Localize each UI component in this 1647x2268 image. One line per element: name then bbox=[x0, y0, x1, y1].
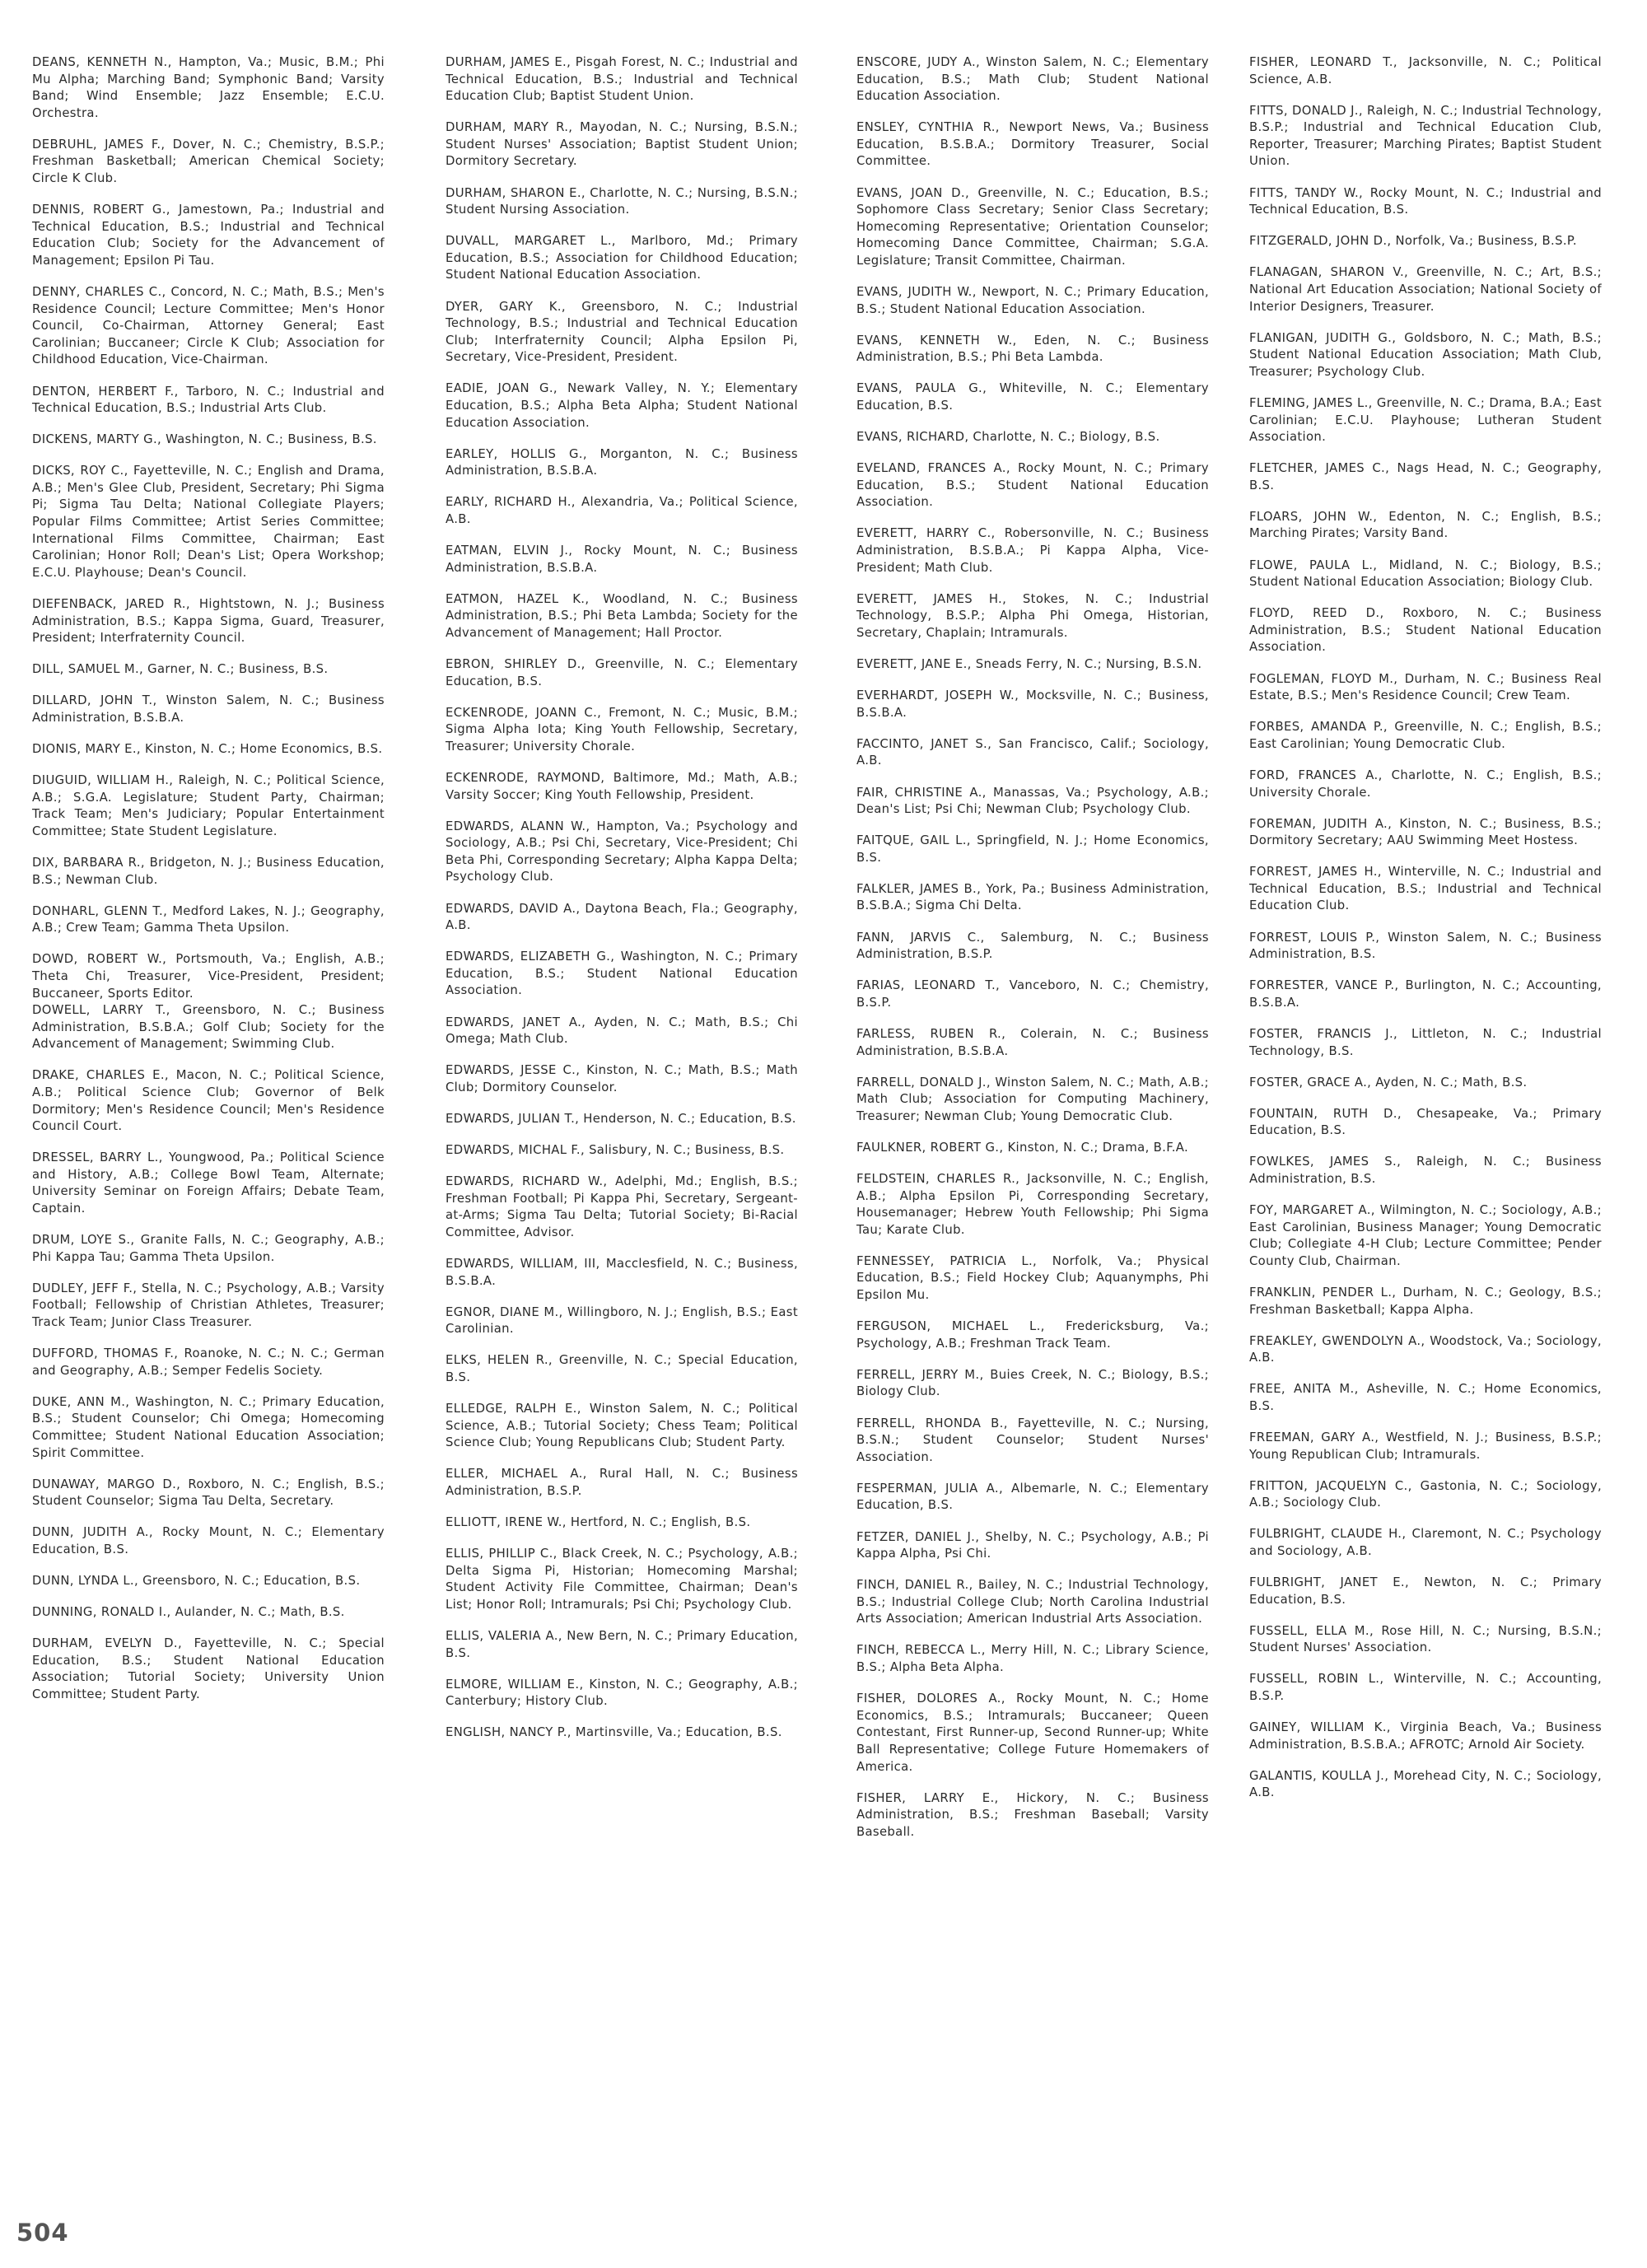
entry: DIUGUID, WILLIAM H., Raleigh, N. C.; Political Science, A.B.; S.G.A. Legislature; Student Party, Chairman; Track Team; Men's Judiciary; Popular Entertainment Committee; State Student Legislature. bbox=[32, 773, 385, 838]
entry: EDWARDS, JULIAN T., Henderson, N. C.; Education, B.S. bbox=[446, 1111, 796, 1126]
entry: EDWARDS, ALANN W., Hampton, Va.; Psychology and Sociology, A.B.; Psi Chi, Secretary, Vice-President; Chi Beta Phi, Corresponding Secretary; Alpha Kappa Delta; Psychology Club. bbox=[446, 819, 798, 884]
entry: EADIE, JOAN G., Newark Valley, N. Y.; Elementary Education, B.S.; Alpha Beta Alpha; Student National Education Association. bbox=[446, 381, 798, 430]
entry: FOY, MARGARET A., Wilmington, N. C.; Sociology, A.B.; East Carolinian, Business Manager; Young Democratic Club; Collegiate 4-H Club; Lecture Committee; Pender County Club, Chairman. bbox=[1249, 1203, 1602, 1268]
entry: FERRELL, JERRY M., Buies Creek, N. C.; Biology, B.S.; Biology Club. bbox=[856, 1367, 1209, 1399]
entry: GAINEY, WILLIAM K., Virginia Beach, Va.; Business Administration, B.S.B.A.; AFROTC; Arnold Air Society. bbox=[1249, 1720, 1602, 1752]
entry: FLEMING, JAMES L., Greenville, N. C.; Drama, B.A.; East Carolinian; E.C.U. Playhouse; Lutheran Student Association. bbox=[1249, 395, 1602, 445]
entry: FORREST, LOUIS P., Winston Salem, N. C.; Business Administration, B.S. bbox=[1249, 930, 1602, 962]
entry: EVERETT, HARRY C., Robersonville, N. C.; Business Administration, B.S.B.A.; Pi Kappa Alpha, Vice-President; Math Club. bbox=[856, 526, 1209, 575]
entry: DYER, GARY K., Greensboro, N. C.; Industrial Technology, B.S.; Industrial and Technical Education Club; Interfraternity Council; Alpha Epsilon Pi, Secretary, Vice-President, President. bbox=[446, 299, 798, 365]
entry: DUNN, LYNDA L., Greensboro, N. C.; Education, B.S. bbox=[32, 1574, 361, 1589]
entry: FUSSELL, ELLA M., Rose Hill, N. C.; Nursing, B.S.N.; Student Nurses' Association. bbox=[1249, 1623, 1602, 1655]
entry: FLETCHER, JAMES C., Nags Head, N. C.; Geography, B.S. bbox=[1249, 461, 1602, 492]
entry: FACCINTO, JANET S., San Francisco, Calif.; Sociology, A.B. bbox=[856, 736, 1209, 768]
entry: ELKS, HELEN R., Greenville, N. C.; Special Education, B.S. bbox=[446, 1353, 798, 1384]
entry: EDWARDS, MICHAL F., Salisbury, N. C.; Business, B.S. bbox=[446, 1143, 785, 1157]
entry: FOREMAN, JUDITH A., Kinston, N. C.; Business, B.S.; Dormitory Secretary; AAU Swimming Meet Hostess. bbox=[1249, 816, 1602, 848]
entry: FARIAS, LEONARD T., Vanceboro, N. C.; Chemistry, B.S.P. bbox=[856, 978, 1209, 1010]
entry: FAITQUE, GAIL L., Springfield, N. J.; Home Economics, B.S. bbox=[856, 833, 1209, 865]
entry: ENSCORE, JUDY A., Winston Salem, N. C.; Elementary Education, B.S.; Math Club; Student National Education Association. bbox=[856, 55, 1209, 104]
entry: FOUNTAIN, RUTH D., Chesapeake, Va.; Primary Education, B.S. bbox=[1249, 1106, 1602, 1138]
entry: DONHARL, GLENN T., Medford Lakes, N. J.; Geography, A.B.; Crew Team; Gamma Theta Upsilon. bbox=[32, 903, 385, 936]
entry: ENSLEY, CYNTHIA R., Newport News, Va.; Business Education, B.S.B.A.; Dormitory Treasurer, Social Committee. bbox=[856, 120, 1209, 169]
entry: DILLARD, JOHN T., Winston Salem, N. C.; Business Administration, B.S.B.A. bbox=[32, 693, 385, 725]
entry: EVANS, PAULA G., Whiteville, N. C.; Elementary Education, B.S. bbox=[856, 381, 1209, 413]
entry: FLOARS, JOHN W., Edenton, N. C.; English, B.S.; Marching Pirates; Varsity Band. bbox=[1249, 509, 1602, 541]
entry: DENNIS, ROBERT G., Jamestown, Pa.; Industrial and Technical Education, B.S.; Industrial and Technical Education Club; Society for the Advancement of Management; Epsilon Pi Tau. bbox=[32, 203, 385, 268]
column-1 bbox=[32, 54, 385, 1718]
entry: ENGLISH, NANCY P., Martinsville, Va.; Education, B.S. bbox=[446, 1725, 782, 1740]
entry: FISHER, DOLORES A., Rocky Mount, N. C.; Home Economics, B.S.; Intramurals; Buccaneer; Queen Contestant, First Runner-up, Second Runner-up; White Ball Representative; College Future Homemakers of America. bbox=[856, 1692, 1209, 1774]
entry: EVANS, KENNETH W., Eden, N. C.; Business Administration, B.S.; Phi Beta Lambda. bbox=[856, 333, 1209, 365]
entry: FISHER, LARRY E., Hickory, N. C.; Business Administration, B.S.; Freshman Baseball; Varsity Baseball. bbox=[856, 1790, 1209, 1839]
entry: EVERETT, JANE E., Sneads Ferry, N. C.; Nursing, B.S.N. bbox=[856, 657, 1202, 672]
entry: FELDSTEIN, CHARLES R., Jacksonville, N. C.; English, A.B.; Alpha Epsilon Pi, Corresponding Secretary, Housemanager; Hebrew Youth Fellowship; Phi Sigma Tau; Karate Club. bbox=[856, 1172, 1209, 1237]
entry: FULBRIGHT, JANET E., Newton, N. C.; Primary Education, B.S. bbox=[1249, 1575, 1602, 1607]
entry: ECKENRODE, RAYMOND, Baltimore, Md.; Math, A.B.; Varsity Soccer; King Youth Fellowship, President. bbox=[446, 771, 798, 802]
entry: DOWD, ROBERT W., Portsmouth, Va.; English, A.B.; Theta Chi, Treasurer, Vice-President, President; Buccaneer, Sports Editor. bbox=[32, 952, 385, 1001]
entry: EBRON, SHIRLEY D., Greenville, N. C.; Elementary Education, B.S. bbox=[446, 657, 798, 688]
entry: DUKE, ANN M., Washington, N. C.; Primary Education, B.S.; Student Counselor; Chi Omega; Homecoming Committee; Student National Education Association; Spirit Committee. bbox=[32, 1394, 385, 1460]
column-4 bbox=[1249, 54, 1602, 1817]
entry: FITZGERALD, JOHN D., Norfolk, Va.; Business, B.S.P. bbox=[1249, 234, 1577, 249]
entry: FISHER, LEONARD T., Jacksonville, N. C.; Political Science, A.B. bbox=[1249, 55, 1602, 86]
entry: FORD, FRANCES A., Charlotte, N. C.; English, B.S.; University Chorale. bbox=[1249, 768, 1602, 800]
entry: DRESSEL, BARRY L., Youngwood, Pa.; Political Science and History, A.B.; College Bowl Team, Alternate; University Seminar on Foreign Affairs; Debate Team, Captain. bbox=[32, 1150, 385, 1216]
entry: DUNNING, RONALD I., Aulander, N. C.; Math, B.S. bbox=[32, 1605, 345, 1620]
entry: EDWARDS, DAVID A., Daytona Beach, Fla.; Geography, A.B. bbox=[446, 901, 798, 933]
entry: FARLESS, RUBEN R., Colerain, N. C.; Business Administration, B.S.B.A. bbox=[856, 1026, 1209, 1058]
page-number: 504 bbox=[16, 2219, 69, 2247]
entry: FITTS, TANDY W., Rocky Mount, N. C.; Industrial and Technical Education, B.S. bbox=[1249, 185, 1602, 217]
entry: DRAKE, CHARLES E., Macon, N. C.; Political Science, A.B.; Political Science Club; Governor of Belk Dormitory; Men's Residence Council; Men's Residence Council Court. bbox=[32, 1068, 385, 1134]
entry: DEBRUHL, JAMES F., Dover, N. C.; Chemistry, B.S.P.; Freshman Basketball; American Chemical Society; Circle K Club. bbox=[32, 137, 385, 186]
entry: ELLEDGE, RALPH E., Winston Salem, N. C.; Political Science, A.B.; Tutorial Society; Chess Team; Political Science Club; Young Republicans Club; Student Party. bbox=[446, 1402, 798, 1450]
entry: FREE, ANITA M., Asheville, N. C.; Home Economics, B.S. bbox=[1249, 1382, 1602, 1413]
entry: FINCH, REBECCA L., Merry Hill, N. C.; Library Science, B.S.; Alpha Beta Alpha. bbox=[856, 1643, 1209, 1675]
entry: DILL, SAMUEL M., Garner, N. C.; Business, B.S. bbox=[32, 662, 329, 677]
entry: DURHAM, MARY R., Mayodan, N. C.; Nursing, B.S.N.; Student Nurses' Association; Baptist Student Union; Dormitory Secretary. bbox=[446, 120, 798, 169]
entry: FOSTER, FRANCIS J., Littleton, N. C.; Industrial Technology, B.S. bbox=[1249, 1026, 1602, 1058]
entry: FORREST, JAMES H., Winterville, N. C.; Industrial and Technical Education, B.S.; Industrial and Technical Education Club. bbox=[1249, 865, 1602, 913]
entry: DOWELL, LARRY T., Greensboro, N. C.; Business Administration, B.S.B.A.; Golf Club; Society for the Advancement of Management; Swimming Club. bbox=[32, 1003, 385, 1052]
entry: FETZER, DANIEL J., Shelby, N. C.; Psychology, A.B.; Pi Kappa Alpha, Psi Chi. bbox=[856, 1529, 1209, 1561]
entry: FINCH, DANIEL R., Bailey, N. C.; Industrial Technology, B.S.; Industrial College Club; North Carolina Industrial Arts Association; American Industrial Arts Association. bbox=[856, 1578, 1209, 1626]
entry: DURHAM, EVELYN D., Fayetteville, N. C.; Special Education, B.S.; Student National Education Association; Tutorial Society; University Union Committee; Student Party. bbox=[32, 1636, 385, 1702]
entry: ELLIS, PHILLIP C., Black Creek, N. C.; Psychology, A.B.; Delta Sigma Pi, Historian; Homecoming Marshal; Student Activity File Committee, Chairman; Dean's List; Honor Roll; Intramurals; Psi Chi; Psychology Club. bbox=[446, 1547, 798, 1612]
entry: FALKLER, JAMES B., York, Pa.; Business Administration, B.S.B.A.; Sigma Chi Delta. bbox=[856, 881, 1209, 913]
entry: DUFFORD, THOMAS F., Roanoke, N. C.; N. C.; German and Geography, A.B.; Semper Fedelis Society. bbox=[32, 1346, 385, 1378]
entry: FLANIGAN, JUDITH G., Goldsboro, N. C.; Math, B.S.; Student National Education Association; Math Club, Treasurer; Psychology Club. bbox=[1249, 330, 1602, 379]
entry: EVANS, JUDITH W., Newport, N. C.; Primary Education, B.S.; Student National Education Association. bbox=[856, 285, 1209, 316]
entry: EVERHARDT, JOSEPH W., Mocksville, N. C.; Business, B.S.B.A. bbox=[856, 688, 1209, 720]
entry: EVERETT, JAMES H., Stokes, N. C.; Industrial Technology, B.S.P.; Alpha Phi Omega, Historian, Secretary, Chaplain; Intramurals. bbox=[856, 591, 1209, 640]
entry: EVANS, JOAN D., Greenville, N. C.; Education, B.S.; Sophomore Class Secretary; Senior Class Secretary; Homecoming Representative; Orientation Counselor; Homecoming Dance Committee, Chairman; S.G.A. Legislature; Transit Committee, Chairman. bbox=[856, 185, 1209, 268]
entry: FLOWE, PAULA L., Midland, N. C.; Biology, B.S.; Student National Education Association; Biology Club. bbox=[1249, 558, 1602, 590]
entry: DUNN, JUDITH A., Rocky Mount, N. C.; Elementary Education, B.S. bbox=[32, 1525, 385, 1556]
entry: DENTON, HERBERT F., Tarboro, N. C.; Industrial and Technical Education, B.S.; Industrial Arts Club. bbox=[32, 384, 385, 416]
entry: GALANTIS, KOULLA J., Morehead City, N. C.; Sociology, A.B. bbox=[1249, 1768, 1602, 1800]
entry: ELLER, MICHAEL A., Rural Hall, N. C.; Business Administration, B.S.P. bbox=[446, 1467, 798, 1498]
entry: DUNAWAY, MARGO D., Roxboro, N. C.; English, B.S.; Student Counselor; Sigma Tau Delta, Secretary. bbox=[32, 1477, 385, 1509]
entry: FAULKNER, ROBERT G., Kinston, N. C.; Drama, B.F.A. bbox=[856, 1140, 1189, 1155]
entry: EATMAN, ELVIN J., Rocky Mount, N. C.; Business Administration, B.S.B.A. bbox=[446, 544, 798, 575]
entry: EDWARDS, ELIZABETH G., Washington, N. C.; Primary Education, B.S.; Student National Education Association. bbox=[446, 950, 798, 998]
entry: FLOYD, REED D., Roxboro, N. C.; Business Administration, B.S.; Student National Education Association. bbox=[1249, 606, 1602, 655]
entry: EGNOR, DIANE M., Willingboro, N. J.; English, B.S.; East Carolinian. bbox=[446, 1304, 798, 1337]
entry: FERRELL, RHONDA B., Fayetteville, N. C.; Nursing, B.S.N.; Student Counselor; Student Nurses' Association. bbox=[856, 1416, 1209, 1464]
entry: FESPERMAN, JULIA A., Albemarle, N. C.; Elementary Education, B.S. bbox=[856, 1481, 1209, 1513]
entry: FRANKLIN, PENDER L., Durham, N. C.; Geology, B.S.; Freshman Basketball; Kappa Alpha. bbox=[1249, 1285, 1602, 1317]
entry: EATMON, HAZEL K., Woodland, N. C.; Business Administration, B.S.; Phi Beta Lambda; Society for the Advancement of Management; Hall Proctor. bbox=[446, 591, 798, 640]
entry: EDWARDS, RICHARD W., Adelphi, Md.; English, B.S.; Freshman Football; Pi Kappa Phi, Secretary, Sergeant-at-Arms; Sigma Tau Delta; Tutorial Society; Bi-Racial Committee, Advisor. bbox=[446, 1174, 798, 1239]
entry: DUVALL, MARGARET L., Marlboro, Md.; Primary Education, B.S.; Association for Childhood Education; Student National Education Association. bbox=[446, 234, 798, 282]
entry: FLANAGAN, SHARON V., Greenville, N. C.; Art, B.S.; National Art Education Association; National Society of Interior Designers, Treasurer. bbox=[1249, 265, 1602, 314]
entry: FITTS, DONALD J., Raleigh, N. C.; Industrial Technology, B.S.P.; Industrial and Technical Education Club, Reporter, Treasurer; Marching Pirates; Baptist Student Union. bbox=[1249, 103, 1602, 169]
entry: FRITTON, JACQUELYN C., Gastonia, N. C.; Sociology, A.B.; Sociology Club. bbox=[1249, 1478, 1602, 1510]
entry: EDWARDS, JESSE C., Kinston, N. C.; Math, B.S.; Math Club; Dormitory Counselor. bbox=[446, 1063, 798, 1094]
entry: DUDLEY, JEFF F., Stella, N. C.; Psychology, A.B.; Varsity Football; Fellowship of Christian Athletes, Treasurer; Track Team; Junior Class Treasurer. bbox=[32, 1281, 385, 1330]
entry: DRUM, LOYE S., Granite Falls, N. C.; Geography, A.B.; Phi Kappa Tau; Gamma Theta Upsilon. bbox=[32, 1233, 385, 1264]
entry: EARLEY, HOLLIS G., Morganton, N. C.; Business Administration, B.S.B.A. bbox=[446, 446, 798, 478]
entry: FAIR, CHRISTINE A., Manassas, Va.; Psychology, A.B.; Dean's List; Psi Chi; Newman Club; Psychology Club. bbox=[856, 785, 1209, 817]
entry: DENNY, CHARLES C., Concord, N. C.; Math, B.S.; Men's Residence Council; Lecture Committee; Men's Honor Council, Co-Chairman, Attorney General; East Carolinian; Buccaneer; Circle K Club; Association for Childhood Education, Vice-Chairman. bbox=[32, 285, 385, 367]
entry: DURHAM, SHARON E., Charlotte, N. C.; Nursing, B.S.N.; Student Nursing Association. bbox=[446, 185, 798, 217]
entry: ELMORE, WILLIAM E., Kinston, N. C.; Geography, A.B.; Canterbury; History Club. bbox=[446, 1677, 798, 1709]
entry: ECKENRODE, JOANN C., Fremont, N. C.; Music, B.M.; Sigma Alpha Iota; King Youth Fellowship, Secretary, Treasurer; University Chorale. bbox=[446, 705, 798, 754]
entry: FARRELL, DONALD J., Winston Salem, N. C.; Math, A.B.; Math Club; Association for Computing Machinery, Treasurer; Newman Club; Young Democratic Club. bbox=[856, 1075, 1209, 1123]
entry: FENNESSEY, PATRICIA L., Norfolk, Va.; Physical Education, B.S.; Field Hockey Club; Aquanymphs, Phi Epsilon Mu. bbox=[856, 1253, 1209, 1303]
entry: EDWARDS, JANET A., Ayden, N. C.; Math, B.S.; Chi Omega; Math Club. bbox=[446, 1015, 798, 1047]
entry: FORBES, AMANDA P., Greenville, N. C.; English, B.S.; East Carolinian; Young Democratic Club. bbox=[1249, 720, 1602, 751]
entry: DICKENS, MARTY G., Washington, N. C.; Business, B.S. bbox=[32, 432, 377, 447]
entry: EDWARDS, WILLIAM, III, Macclesfield, N. C.; Business, B.S.B.A. bbox=[446, 1256, 798, 1288]
entry: DIONIS, MARY E., Kinston, N. C.; Home Economics, B.S. bbox=[32, 742, 383, 756]
entry: FOGLEMAN, FLOYD M., Durham, N. C.; Business Real Estate, B.S.; Men's Residence Council; Crew Team. bbox=[1249, 671, 1602, 703]
entry: DIEFENBACK, JARED R., Hightstown, N. J.; Business Administration, B.S.; Kappa Sigma, Guard, Treasurer, President; Interfraternity Council. bbox=[32, 596, 385, 646]
column-2 bbox=[446, 54, 798, 1756]
entry: ELLIS, VALERIA A., New Bern, N. C.; Primary Education, B.S. bbox=[446, 1628, 798, 1660]
entry: FREAKLEY, GWENDOLYN A., Woodstock, Va.; Sociology, A.B. bbox=[1249, 1333, 1602, 1365]
entry: EARLY, RICHARD H., Alexandria, Va.; Political Science, A.B. bbox=[446, 495, 798, 526]
entry: DICKS, ROY C., Fayetteville, N. C.; English and Drama, A.B.; Men's Glee Club, President, Secretary; Phi Sigma Pi; Sigma Tau Delta; National Collegiate Players; Popular Films Committee; Artist Series Committee; International Films Committee, Chairman; East Carolinian; Honor Roll; Dean's List; Opera Workshop; E.C.U. Playhouse; Dean's Council. bbox=[32, 464, 385, 580]
entry: EVELAND, FRANCES A., Rocky Mount, N. C.; Primary Education, B.S.; Student National Education Association. bbox=[856, 461, 1209, 510]
entry: FOWLKES, JAMES S., Raleigh, N. C.; Business Administration, B.S. bbox=[1249, 1155, 1602, 1186]
entry: DIX, BARBARA R., Bridgeton, N. J.; Business Education, B.S.; Newman Club. bbox=[32, 855, 385, 887]
entry: DURHAM, JAMES E., Pisgah Forest, N. C.; Industrial and Technical Education, B.S.; Industrial and Technical Education Club; Baptist Student Union. bbox=[446, 55, 798, 104]
entry: FANN, JARVIS C., Salemburg, N. C.; Business Administration, B.S.P. bbox=[856, 930, 1209, 962]
entry: EVANS, RICHARD, Charlotte, N. C.; Biology, B.S. bbox=[856, 430, 1160, 445]
entry: FERGUSON, MICHAEL L., Fredericksburg, Va.; Psychology, A.B.; Freshman Track Team. bbox=[856, 1319, 1209, 1351]
entry: FORRESTER, VANCE P., Burlington, N. C.; Accounting, B.S.B.A. bbox=[1249, 978, 1602, 1010]
entry: ELLIOTT, IRENE W., Hertford, N. C.; English, B.S. bbox=[446, 1515, 751, 1529]
entry: FOSTER, GRACE A., Ayden, N. C.; Math, B.S. bbox=[1249, 1075, 1528, 1090]
column-3 bbox=[856, 54, 1209, 1855]
entry: FREEMAN, GARY A., Westfield, N. J.; Business, B.S.P.; Young Republican Club; Intramurals. bbox=[1249, 1430, 1602, 1462]
entry: FULBRIGHT, CLAUDE H., Claremont, N. C.; Psychology and Sociology, A.B. bbox=[1249, 1527, 1602, 1558]
entry: FUSSELL, ROBIN L., Winterville, N. C.; Accounting, B.S.P. bbox=[1249, 1672, 1602, 1704]
entry: DEANS, KENNETH N., Hampton, Va.; Music, B.M.; Phi Mu Alpha; Marching Band; Symphonic Band; Varsity Band; Wind Ensemble; Jazz Ensemble; E.C.U. Orchestra. bbox=[32, 55, 385, 120]
